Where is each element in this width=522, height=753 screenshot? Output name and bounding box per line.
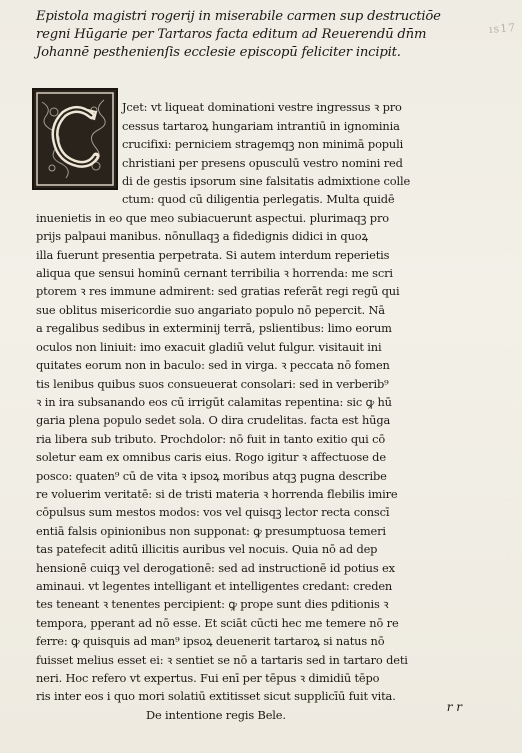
- page-corner-mark: ıs17: [488, 21, 517, 36]
- text-line: illa fuerunt presentia perpetrata. Si autem interdum reperietis: [36, 247, 390, 262]
- text-line: cessus tartaroꝝ hungariam intrantiū in ignominia: [122, 118, 400, 133]
- text-line: re voluerim veritatē: si de tristi materia ꝛ horrenda flebilis imire: [36, 486, 398, 501]
- text-line: ptorem ꝛ res immune admirent: sed gratias referāt regi regū qui: [36, 284, 400, 299]
- text-line: sue oblitus misericordie suo angariato populo nō pepercit. Nā: [36, 302, 385, 317]
- text-line: a regalibus sedibus in exterminij terrā, pslientibus: limo eorum: [36, 321, 392, 336]
- heading-line: Johannē pesthenienſis ecclesie episcopū feliciter incipit.: [36, 45, 401, 60]
- text-line: hensionē cuiqꝫ vel derogationē: sed ad instructionē id potius ex: [36, 560, 395, 575]
- text-line: entiā falsis opinionibus non supponat: ꝙ presumptuosa temeri: [36, 523, 386, 538]
- text-line: crucifixi: perniciem stragemqꝫ non minimā populi: [122, 137, 404, 152]
- text-line: fuisset melius esset ei: ꝛ sentiet se nō a tartaris sed in tartaro deti: [36, 652, 408, 667]
- body-text: [36, 80, 498, 724]
- text-line: tes teneant ꝛ tenentes percipient: ꝙ prope sunt dies pditionis ꝛ: [36, 597, 389, 612]
- heading-line: regni Hūgarie per Tartaros facta editum ad Reuerendū dn̄m: [36, 27, 427, 42]
- text-line: cōpulsus sum mestos modos: vos vel quisqꝫ lector recta conscī: [36, 505, 390, 520]
- text-line: ria libera sub tributo. Prochdolor: nō fuit in tanto exitio qui cō: [36, 431, 386, 446]
- page-heading: [36, 8, 506, 62]
- heading-line: Epistola magistri rogerij in miserabile carmen sup destructiōe: [36, 9, 441, 24]
- text-line: aminaui. vt legentes intelligant et intelligentes credant: creden: [36, 578, 393, 593]
- text-line: prijs palpaui manibus. nōnullaqꝫ a fidedignis didici in quoꝝ: [36, 229, 368, 244]
- text-line: garia plena populo sedet sola. O dira crudelitas. facta est hūga: [36, 413, 391, 428]
- section-heading: De intentione regis Bele.: [146, 707, 286, 722]
- text-line: aliqua que sensui hominū cernant terribilia ꝛ horrenda: me scri: [36, 266, 393, 281]
- text-line: christiani per presens opusculū vestro nomini red: [122, 155, 403, 170]
- text-line: quitates eorum non in baculo: sed in virga. ꝛ peccata nō fomen: [36, 358, 390, 373]
- text-line: neri. Hoc refero vt expertus. Fui enī per tēpus ꝛ dimidiū tēpo: [36, 671, 380, 685]
- text-line: tas patefecit aditū illicitis auribus vel nocuis. Quia nō ad dep: [36, 542, 378, 557]
- text-line: posco: quaten⁹ cū de vita ꝛ ipsoꝝ moribus atqꝫ pugna describe: [36, 468, 387, 483]
- text-line: inuenietis in eo que meo subiacuerunt aspectui. plurimaqꝫ pro: [36, 210, 389, 225]
- text-line: ꝛ in ira subsanando eos cū irrigūt calamitas repentina: sic ꝙ hū: [36, 394, 392, 409]
- text-line: soletur eam ex omnibus caris eius. Rogo igitur ꝛ affectuose de: [36, 450, 386, 465]
- text-line: tis lenibus quibus suos consueuerat consolari: sed in verberib⁹: [36, 376, 389, 391]
- text-line: ferre: ꝙ quisquis ad man⁹ ipsoꝝ deuenerit tartaroꝝ si natus nō: [36, 634, 385, 649]
- text-line: ris inter eos i quo mori solatiū extitisset sicut supplicīū fuit vita.: [36, 689, 396, 704]
- text-line: ctum: quod cū diligentia perlegatis. Multa quidē: [122, 192, 395, 207]
- signature-mark: r r: [446, 700, 462, 714]
- text-line: tempora, pperant ad nō esse. Et sciāt cūcti hec me temere nō re: [36, 615, 399, 630]
- text-line: Jcet: vt liqueat dominationi vestre ingressus ꝛ pro: [122, 100, 402, 115]
- text-line: di de gestis ipsorum sine falsitatis admixtione colle: [122, 174, 411, 189]
- text-line: oculos non liniuit: imo exacuit gladiū velut fulgur. visitauit ini: [36, 339, 382, 354]
